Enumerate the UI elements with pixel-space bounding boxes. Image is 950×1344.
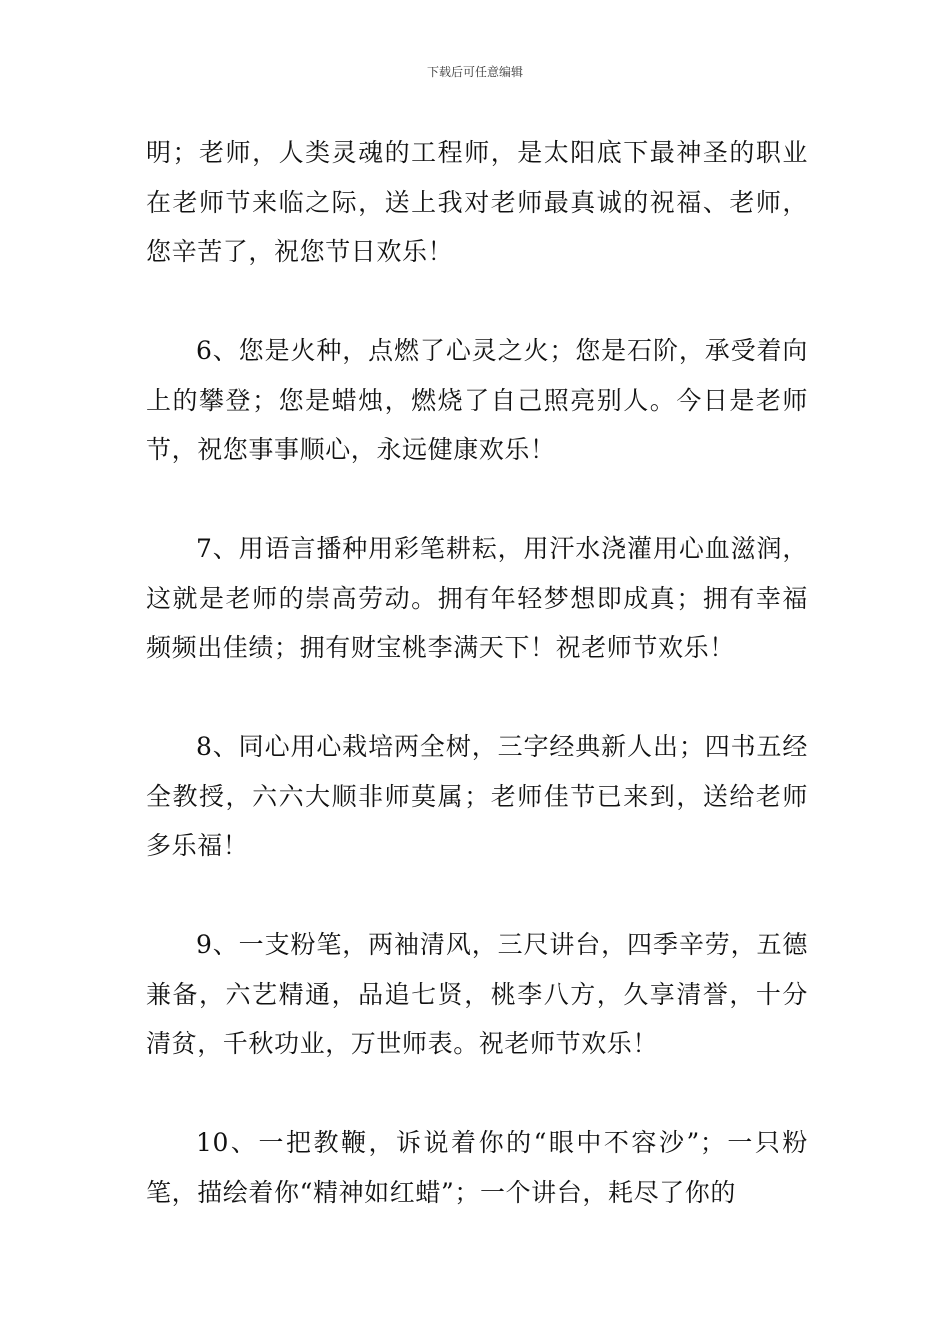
paragraph-8: 8、同心用心栽培两全树，三字经典新人出；四书五经全教授，六六大顺非师莫属；老师佳节已来到，送给老师多乐福！ [146, 732, 808, 860]
paragraph-continued: 明；老师，人类灵魂的工程师，是太阳底下最神圣的职业在老师节来临之际，送上我对老师最真诚的祝福、老师，您辛苦了，祝您节日欢乐！ [146, 138, 808, 266]
page-header: 下载后可任意编辑 [426, 65, 523, 79]
paragraph-10: 10、一把教鞭，诉说着你的“眼中不容沙”；一只粉笔，描绘着你“精神如红蜡”；一个讲台，耗尽了你的 [146, 1128, 808, 1207]
paragraph-7: 7、用语言播种用彩笔耕耘，用汗水浇灌用心血滋润，这就是老师的崇高劳动。拥有年轻梦想即成真；拥有幸福频频出佳绩；拥有财宝桃李满天下！祝老师节欢乐！ [146, 534, 808, 662]
paragraph-9: 9、一支粉笔，两袖清风，三尺讲台，四季辛劳，五德兼备，六艺精通，品追七贤，桃李八方，久享清誉，十分清贫，千秋功业，万世师表。祝老师节欢乐！ [146, 930, 808, 1058]
document-body [146, 128, 808, 1267]
paragraph-6: 6、您是火种，点燃了心灵之火；您是石阶，承受着向上的攀登；您是蜡烛，燃烧了自己照亮别人。今日是老师节，祝您事事顺心，永远健康欢乐！ [146, 336, 808, 464]
